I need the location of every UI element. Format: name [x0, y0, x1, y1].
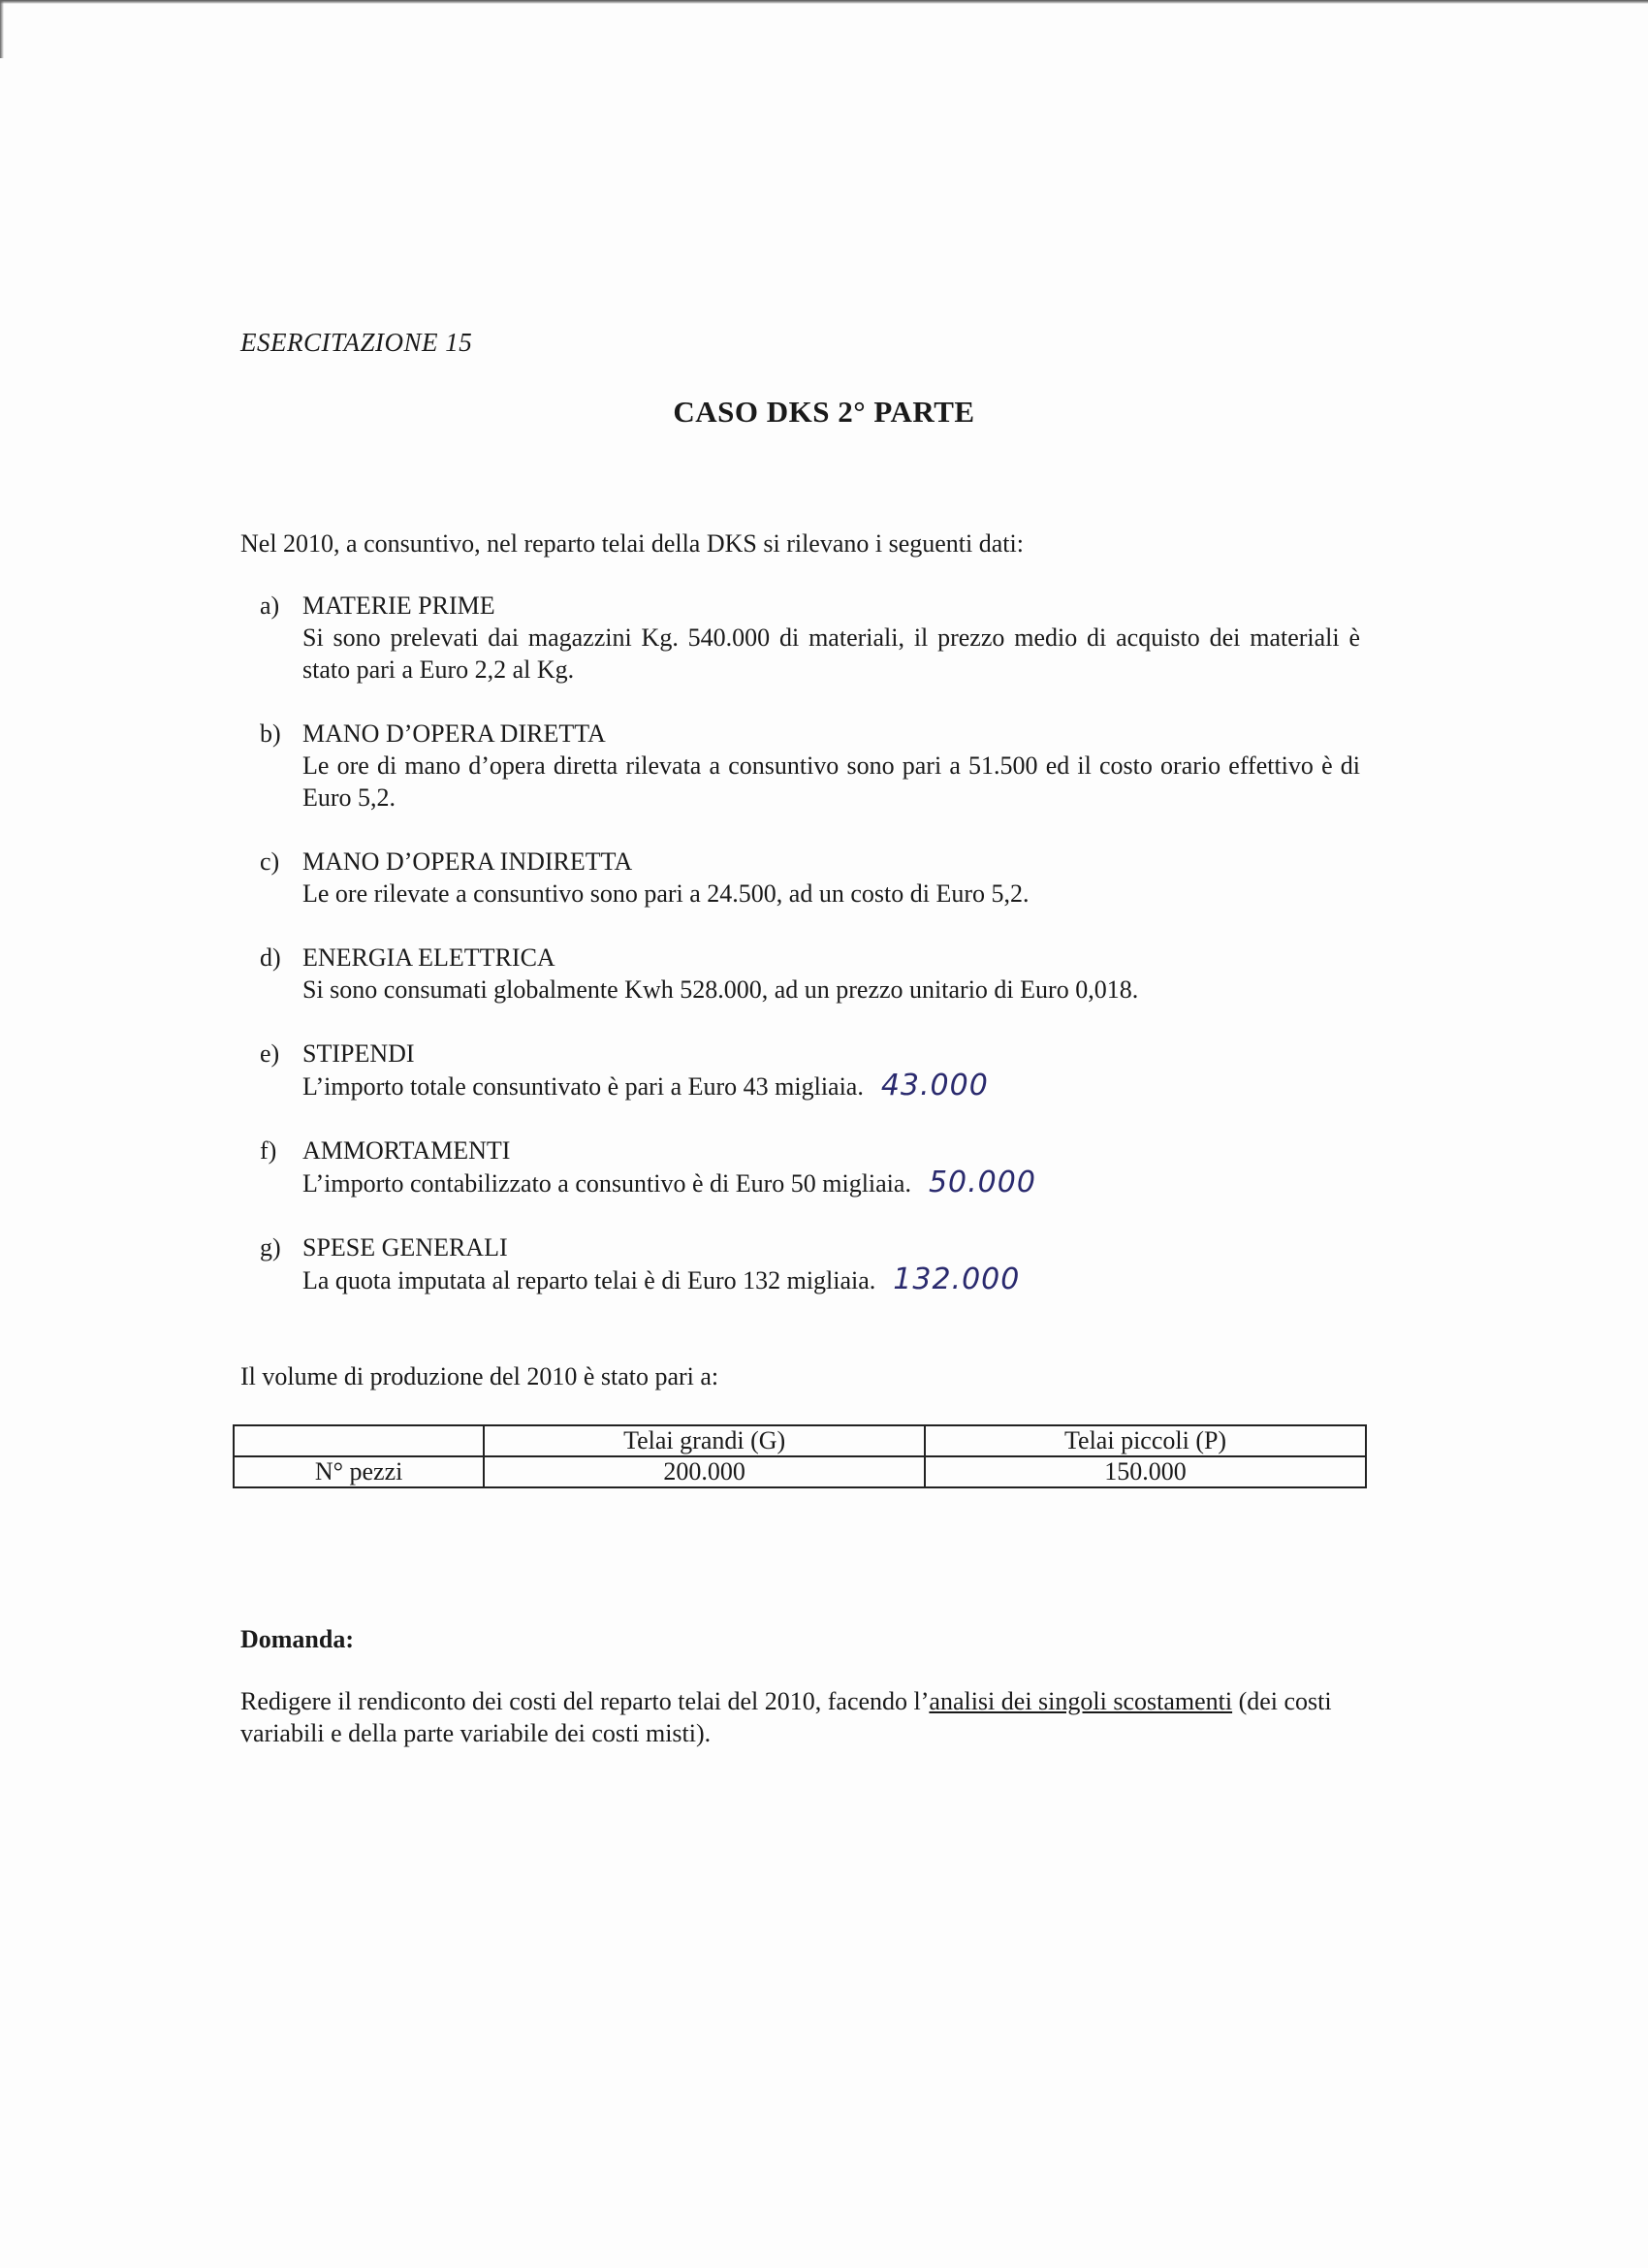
- handwritten-amount: 50.000: [928, 1166, 1036, 1199]
- item-heading: STIPENDI: [302, 1039, 415, 1068]
- table-header-cell: Telai piccoli (P): [925, 1425, 1366, 1456]
- item-text: Le ore rilevate a consuntivo sono pari a 24.500, ad un costo di Euro 5,2.: [302, 879, 1030, 908]
- list-item-spese-generali: [260, 1231, 1360, 1296]
- handwritten-amount: 43.000: [880, 1069, 989, 1102]
- exercise-label: ESERCITAZIONE 15: [240, 328, 473, 357]
- intro-paragraph: Nel 2010, a consuntivo, nel reparto telai della DKS si rilevano i seguenti dati:: [240, 529, 1024, 558]
- item-text: [302, 1166, 1360, 1199]
- item-letter: c): [260, 847, 280, 876]
- item-text: Si sono prelevati dai magazzini Kg. 540.000 di materiali, il prezzo medio di acquisto dei materiali è stato pari a Euro 2,2 al Kg.: [302, 623, 1360, 684]
- question-text: [240, 1685, 1341, 1749]
- item-letter: e): [260, 1039, 280, 1068]
- list-item-materie-prime: [260, 590, 1360, 686]
- table-cell: N° pezzi: [234, 1456, 484, 1487]
- list-item-energia-elettrica: [260, 942, 1360, 1006]
- data-list: [260, 590, 1360, 1328]
- question-text-end: (dei costi variabili e della parte variabile dei costi misti).: [240, 1687, 1332, 1747]
- item-heading: AMMORTAMENTI: [302, 1136, 511, 1165]
- item-text: Le ore di mano d’opera diretta rilevata a consuntivo sono pari a 51.500 ed il costo orario effettivo è di Euro 5,2.: [302, 751, 1360, 812]
- list-item-ammortamenti: [260, 1134, 1360, 1199]
- item-text-content: La quota imputata al reparto telai è di Euro 132 migliaia.: [302, 1266, 876, 1294]
- question-text-underlined: analisi dei singoli scostamenti: [929, 1687, 1233, 1715]
- item-text-content: L’importo totale consuntivato è pari a Euro 43 migliaia.: [302, 1072, 864, 1101]
- scan-edge-left: [0, 0, 4, 58]
- list-item-mano-opera-diretta: [260, 718, 1360, 814]
- document-title: CASO DKS 2° PARTE: [673, 395, 975, 429]
- item-heading: MATERIE PRIME: [302, 591, 495, 620]
- question-text-start: Redigere il rendiconto dei costi del reparto telai del 2010, facendo l’: [240, 1687, 930, 1715]
- scan-edge-top: [0, 0, 1648, 4]
- item-heading: SPESE GENERALI: [302, 1233, 508, 1262]
- item-text: [302, 1070, 1360, 1102]
- item-heading: MANO D’OPERA DIRETTA: [302, 719, 606, 748]
- item-text: Si sono consumati globalmente Kwh 528.000, ad un prezzo unitario di Euro 0,018.: [302, 975, 1139, 1004]
- item-letter: b): [260, 719, 281, 748]
- question-label: Domanda:: [240, 1625, 355, 1653]
- list-item-stipendi: [260, 1038, 1360, 1102]
- list-item-mano-opera-indiretta: [260, 846, 1360, 910]
- table-cell: 150.000: [925, 1456, 1366, 1487]
- production-table: [233, 1424, 1367, 1488]
- item-heading: ENERGIA ELETTRICA: [302, 943, 555, 972]
- table-header-row: [234, 1425, 1366, 1456]
- item-heading: MANO D’OPERA INDIRETTA: [302, 847, 633, 876]
- item-letter: g): [260, 1233, 281, 1262]
- table-row: [234, 1456, 1366, 1487]
- table-cell: 200.000: [484, 1456, 925, 1487]
- item-letter: f): [260, 1136, 277, 1165]
- item-letter: a): [260, 591, 280, 620]
- table-header-cell: [234, 1425, 484, 1456]
- production-volume-text: Il volume di produzione del 2010 è stato pari a:: [240, 1362, 719, 1390]
- item-letter: d): [260, 943, 281, 972]
- item-text-content: L’importo contabilizzato a consuntivo è di Euro 50 migliaia.: [302, 1169, 911, 1198]
- item-text: [302, 1263, 1360, 1296]
- table-header-cell: Telai grandi (G): [484, 1425, 925, 1456]
- handwritten-amount: 132.000: [893, 1262, 1021, 1296]
